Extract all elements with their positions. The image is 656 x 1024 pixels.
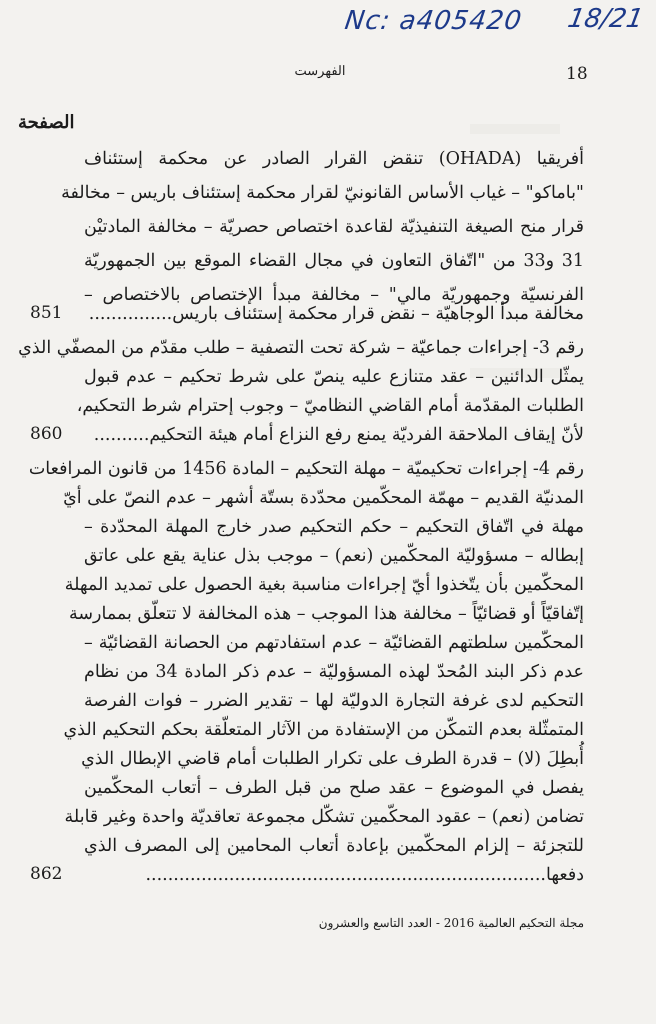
handwritten-page-count: 18/21	[565, 4, 646, 34]
entry-line: يمثّل الدائنين – عقد متنازع عليه ينصّ على شرط تحكيم – عدم قبول	[84, 367, 584, 387]
entry-page-number: 862	[30, 864, 63, 884]
entry-line: يفصل في الموضوع – عقد صلح من قبل الطرف – أتعاب المحكّمين	[84, 778, 584, 798]
entry-line: تضامن (نعم) – عقود المحكّمين تشكّل مجموعة تعاقديّة واحدة وغير قابلة	[64, 807, 584, 827]
entry-page-number: 860	[30, 424, 63, 444]
entry-line: التحكيم لدى غرفة التجارة الدوليّة لها – تقدير الضرر – فوات الفرصة	[84, 691, 584, 711]
page-column-label: الصفحة	[18, 112, 75, 133]
entry-line: رقم 3- إجراءات جماعيّة – شركة تحت التصفية – طلب مقدّم من المصفّي الذي	[18, 338, 584, 358]
entry-line: إبطاله – مسؤوليّة المحكّمين (نعم) – موجب بذل عناية يقع على عاتق	[84, 546, 584, 566]
ghost-bleed-1	[470, 124, 560, 134]
page-number: 18	[566, 64, 588, 84]
entry-line: المدنيّة القديم – مهمّة المحكّمين محدّدة بستّة أشهر – عدم النصّ على أيّ	[63, 488, 584, 508]
entry-line: للتجزئة – إلزام المحكّمين بإعادة أتعاب المحامين إلى المصرف الذي	[84, 836, 584, 856]
entry-line: رقم 4- إجراءات تحكيميّة – مهلة التحكيم – المادة 1456 من قانون المرافعات	[28, 459, 584, 479]
entry-line: مهلة في اتّفاق التحكيم – حكم التحكيم صدر خارج المهلة المحدّدة –	[84, 517, 584, 537]
entry-line: دفعها........................................................................	[145, 865, 584, 885]
entry-line: الطلبات المقدّمة أمام القاضي النظاميّ – وجوب إحترام شرط التحكيم،	[76, 396, 584, 416]
handwritten-reference: Nc: a405420	[342, 6, 525, 36]
entry-line: لأنّ إيقاف الملاحقة الفرديّة يمنع رفع النزاع أمام هيئة التحكيم..........	[93, 425, 584, 445]
journal-footer: مجلة التحكيم العالمية 2016 - العدد التاسع والعشرون	[318, 916, 584, 930]
entry-line: أفريقيا (OHADA) تنقض القرار الصادر عن محكمة إستئناف	[84, 149, 585, 169]
entry-line: المحكّمين بأن يتّخذوا أيّ إجراءات مناسبة بغية الحصول على تمديد المهلة	[64, 575, 584, 595]
entry-page-number: 851	[30, 303, 63, 323]
entry-line: المتمثّلة بعدم التمكّن من الإستفادة من الآثار المتعلّقة بحكم التحكيم الذي	[63, 720, 584, 740]
entry-line: 31 و33 من "اتّفاق التعاون في مجال القضاء الموقع بين الجمهوريّة	[84, 251, 585, 271]
entry-line: إتّفاقيّاً أو قضائيّاً – مخالفة هذا الموجب – هذه المخالفة لا تتعلّق بممارسة	[68, 604, 584, 624]
entry-line: أُبطِلَ (لا) – قدرة الطرف على تكرار الطلبات أمام قاضي الإبطال الذي	[81, 749, 584, 769]
entry-line: الفرنسيّة وجمهوريّة مالي" – مخالفة مبدأ الإختصاص بالاختصاص –	[84, 285, 584, 305]
entry-line: "باماكو" – غياب الأساس القانونيّ لقرار محكمة إستئناف باريس – مخالفة	[61, 183, 584, 203]
running-title: الفهرست	[294, 64, 346, 79]
entry-line: قرار منح الصيغة التنفيذيّة لقاعدة اختصاص حصريّة – مخالفة المادتيْن	[84, 217, 584, 237]
entry-line: المحكّمين سلطتهم القضائيّة – عدم استفادتهم من الحصانة القضائيّة –	[84, 633, 584, 653]
entry-line: مخالفة مبدأ الوجاهيّة – نقض قرار محكمة إستئناف باريس...............	[88, 304, 584, 324]
entry-line: عدم ذكر البند المُحدّ لهذه المسؤوليّة – عدم ذكر المادة 34 من نظام	[84, 662, 584, 682]
